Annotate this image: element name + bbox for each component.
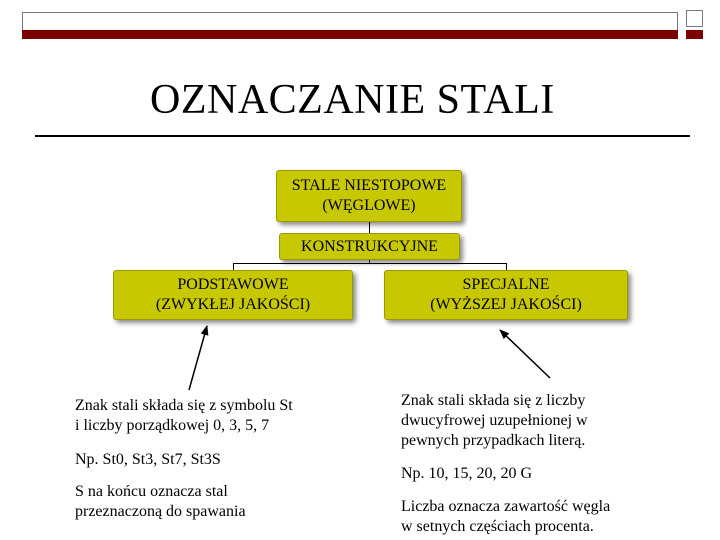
right-paragraph-3: [401, 497, 610, 537]
right-paragraph-1: [401, 391, 588, 451]
right-p3-line2: w setnych częściach procenta.: [401, 518, 594, 535]
box-stale-line1: STALE NIESTOPOWE: [291, 177, 447, 194]
right-paragraph-2: [401, 464, 532, 484]
slide-title: OZNACZANIE STALI: [150, 77, 555, 123]
right-p1-line2: dwucyfrowej uzupełnionej w: [401, 412, 588, 429]
left-p1-line1: Znak stali składa się z symbolu St: [75, 397, 293, 414]
arrow-right: [500, 330, 550, 378]
arrow-left: [189, 326, 207, 390]
left-p2-line1: Np. St0, St3, St7, St3S: [75, 451, 221, 468]
left-p3-line2: przeznaczoną do spawania: [75, 503, 246, 520]
left-paragraph-3: [75, 482, 246, 522]
right-p2-line1: Np. 10, 15, 20, 20 G: [401, 465, 533, 482]
box-podstawowe-line1: PODSTAWOWE: [177, 276, 289, 293]
box-konstrukcyjne-label: KONSTRUKCYJNE: [301, 237, 438, 255]
box-specjalne-line1: SPECJALNE: [462, 276, 550, 293]
right-p1-line1: Znak stali składa się z liczby: [401, 392, 586, 409]
box-specjalne-line2: (WYŻSZEJ JAKOŚCI): [430, 296, 582, 313]
left-p3-line1: S na końcu oznacza stal: [75, 483, 228, 500]
right-p1-line3: pewnych przypadkach literą.: [401, 432, 586, 449]
box-podstawowe-line2: (ZWYKŁEJ JAKOŚCI): [155, 296, 311, 313]
left-p1-line2: i liczby porządkowej 0, 3, 5, 7: [75, 417, 270, 434]
right-p3-line1: Liczba oznacza zawartość węgla: [401, 498, 611, 515]
left-paragraph-1: [75, 396, 293, 436]
left-paragraph-2: [75, 450, 221, 470]
box-stale-line2: (WĘGLOWE): [322, 197, 416, 214]
